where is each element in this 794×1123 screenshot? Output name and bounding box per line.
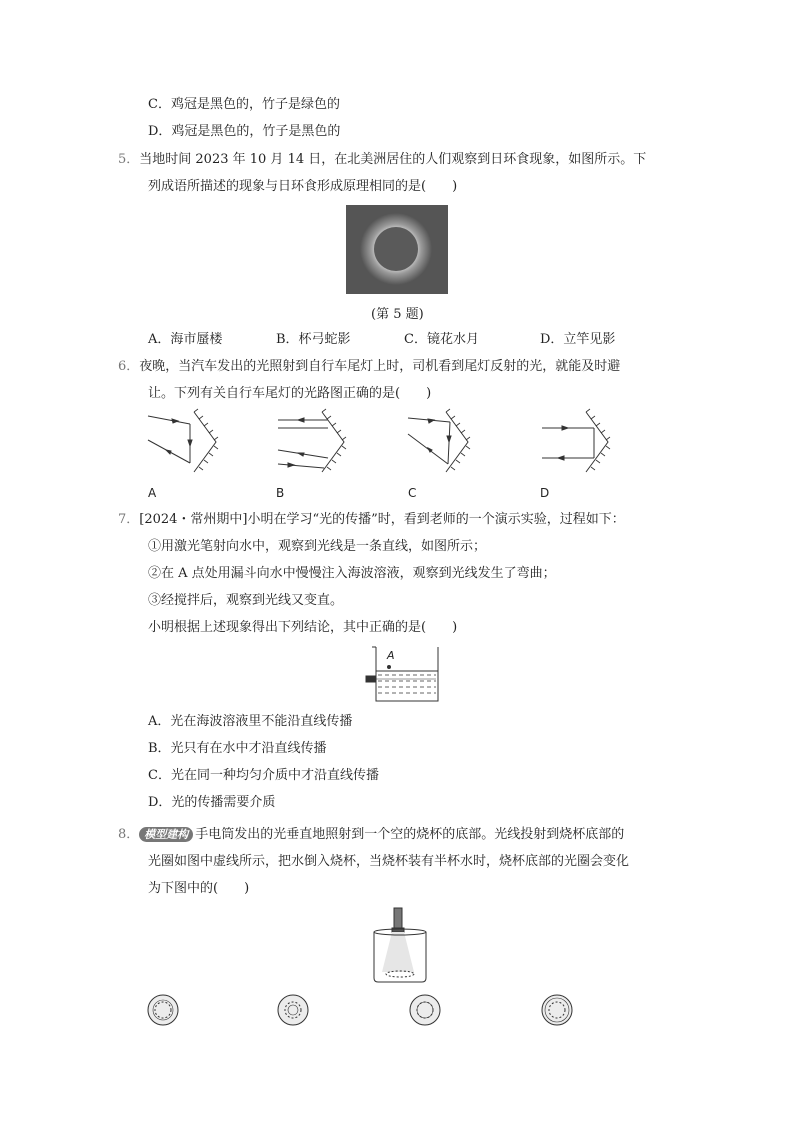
- q7-question: 小明根据上述现象得出下列结论，其中正确的是( ): [148, 620, 458, 635]
- q8-stem-line1: [118, 826, 624, 844]
- q7-step1: ①用激光笔射向水中，观察到光线是一条直线，如图所示；: [148, 539, 487, 554]
- q5-option-d: D．立竿见影: [540, 332, 616, 347]
- q5-stem-line2: 列成语所描述的现象与日环食形成原理相同的是( ): [148, 179, 458, 194]
- q6-label-b: B: [276, 486, 285, 500]
- q5-caption: (第 5 题): [371, 307, 424, 322]
- q5-option-b: B．杯弓蛇影: [276, 332, 351, 347]
- q8-stem-line3: 为下图中的( ): [148, 881, 250, 896]
- q6-label-a: A: [148, 486, 157, 500]
- q8-option-a-circle: [147, 994, 179, 1026]
- q5-option-a: A．海市蜃楼: [148, 332, 223, 347]
- q7-stem-text: [2024・常州期中]小明在学习“光的传播”时，看到老师的一个演示实验，过程如下：: [139, 512, 625, 527]
- q8-stem-text: 手电筒发出的光垂直地照射到一个空的烧杯的底部。光线投射到烧杯底部的: [195, 827, 625, 842]
- q7-stem-line1: [118, 511, 625, 529]
- q8-option-b-circle: [277, 994, 309, 1026]
- q6-diagram-a: [144, 408, 224, 478]
- q7-number: 7．: [118, 512, 140, 527]
- q4-option-c: C．鸡冠是黑色的，竹子是绿色的: [148, 97, 340, 112]
- q6-diagram-d: [538, 408, 618, 478]
- q8-stem-line2: 光圈如图中虚线所示，把水倒入烧杯，当烧杯装有半杯水时，烧杯底部的光圈会变化: [148, 854, 630, 869]
- q6-label-c: C: [408, 486, 417, 500]
- q6-number: 6．: [118, 359, 140, 374]
- q7-step2: ②在 A 点处用漏斗向水中慢慢注入海波溶液，观察到光线发生了弯曲；: [148, 566, 556, 581]
- q7-option-a: A．光在海波溶液里不能沿直线传播: [148, 714, 353, 729]
- q6-stem-line2: 让。下列有关自行车尾灯的光路图正确的是( ): [148, 386, 432, 401]
- q5-stem-text: 当地时间 2023 年 10 月 14 日，在北美洲居住的人们观察到日环食现象，如图所示。下: [139, 152, 647, 167]
- model-building-badge: 模型建构: [139, 827, 193, 842]
- q8-number: 8．: [118, 827, 140, 842]
- q7-beaker-laser-figure: [364, 643, 444, 705]
- q8-option-d-circle: [541, 994, 573, 1026]
- q7-step3: ③经搅拌后，观察到光线又变直。: [148, 593, 344, 608]
- q5-stem-line1: [118, 151, 646, 169]
- solar-eclipse-photo: [346, 205, 448, 294]
- q6-stem-text: 夜晚，当汽车发出的光照射到自行车尾灯上时，司机看到尾灯反射的光，就能及时避: [139, 359, 621, 374]
- q7-option-d: D．光的传播需要介质: [148, 795, 276, 810]
- point-a-label: A: [387, 649, 395, 662]
- q8-option-c-circle: [409, 994, 441, 1026]
- q5-option-c: C．镜花水月: [404, 332, 479, 347]
- q6-diagram-b: [274, 408, 354, 478]
- q6-diagram-c: [404, 408, 484, 478]
- q6-stem-line1: [118, 358, 620, 376]
- q6-label-d: D: [540, 486, 550, 500]
- q8-flashlight-beaker-figure: [368, 906, 432, 984]
- q4-option-d: D．鸡冠是黑色的，竹子是黑色的: [148, 124, 341, 139]
- q7-option-c: C．光在同一种均匀介质中才沿直线传播: [148, 768, 379, 783]
- q7-option-b: B．光只有在水中才沿直线传播: [148, 741, 327, 756]
- q5-number: 5．: [118, 152, 140, 167]
